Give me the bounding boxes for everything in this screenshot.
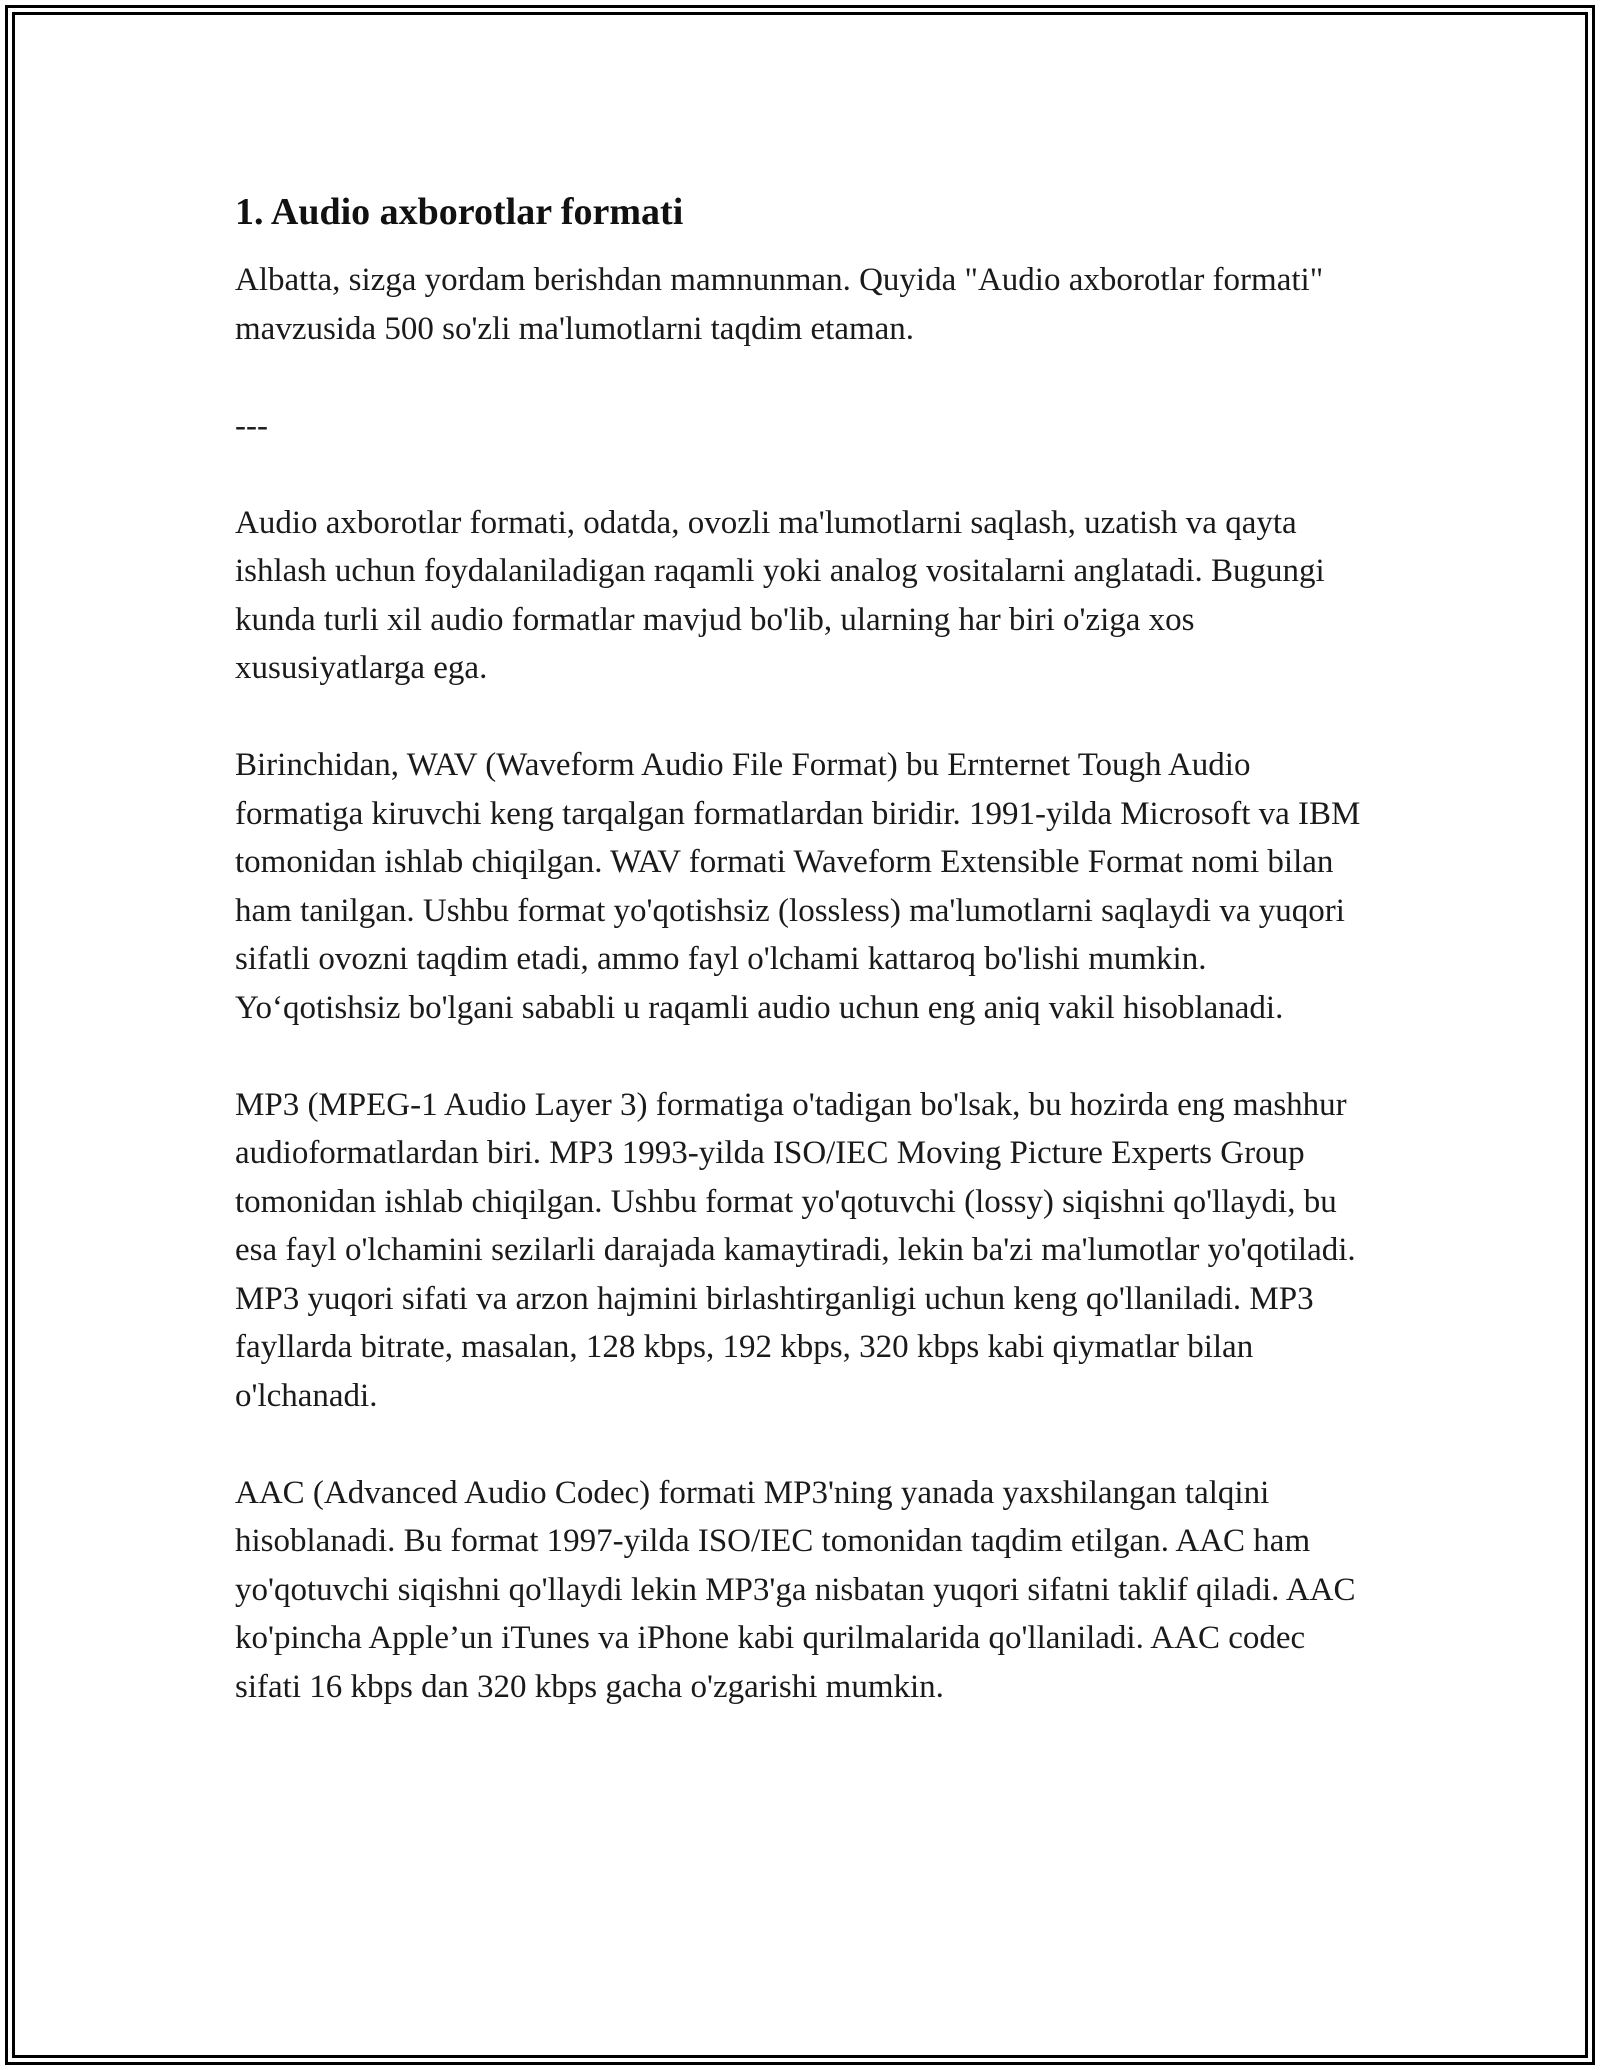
aac-paragraph: AAC (Advanced Audio Codec) formati MP3'ning yanada yaxshilangan talqini hisoblanadi. Bu format 1997-yilda ISO/IEC tomonidan taqdim etilgan. AAC ham yo'qotuvchi siqishni qo'llaydi lekin MP3'ga nisbatan yuqori sifatni taklif qiladi. AAC ko'pincha Apple’un iTunes va iPhone kabi qurilmalarida qo'llaniladi. AAC codec sifati 16 kbps dan 320 kbps gacha o'zgarishi mumkin. [235,1474,1356,1705]
mp3-paragraph: MP3 (MPEG-1 Audio Layer 3) formatiga o'tadigan bo'lsak, bu hozirda eng mashhur audioformatlardan biri. MP3 1993-yilda ISO/IEC Moving Picture Experts Group tomonidan ishlab chiqilgan. Ushbu format yo'qotuvchi (lossy) siqishni qo'llaydi, bu esa fayl o'lchamini sezilarli darajada kamaytiradi, lekin ba'zi ma'lumotlar yo'qotiladi. MP3 yuqori sifati va arzon hajmini birlashtirganligi uchun keng qo'llaniladi. MP3 fayllarda bitrate, masalan, 128 kbps, 192 kbps, 320 kbps kabi qiymatlar bilan o'lchanadi. [235,1086,1356,1414]
definition-paragraph: Audio axborotlar formati, odatda, ovozli ma'lumotlarni saqlash, uzatish va qayta ishlash uchun foydalaniladigan raqamli yoki analog vositalarni anglatadi. Bugungi kunda turli xil audio formatlar mavjud bo'lib, ularning har biri o'ziga xos xususiyatlarga ega. [235,504,1325,686]
intro-paragraph: Albatta, sizga yordam berishdan mamnunman. Quyida "Audio axborotlar formati" mavzusida 500 so'zli ma'lumotlarni taqdim etaman. [235,262,1324,347]
document-body [235,188,1365,1760]
section-heading: 1. Audio axborotlar formati [235,191,684,233]
separator-text: --- [235,407,268,444]
wav-paragraph: Birinchidan, WAV (Waveform Audio File Format) bu Ernternet Tough Audio formatiga kiruvchi keng tarqalgan formatlardan biridir. 1991-yilda Microsoft va IBM tomonidan ishlab chiqilgan. WAV formati Waveform Extensible Format nomi bilan ham tanilgan. Ushbu format yo'qotishsiz (lossless) ma'lumotlarni saqlaydi va yuqori sifatli ovozni taqdim etadi, ammo fayl o'lchami kattaroq bo'lishi mumkin. Yo‘qotishsiz bo'lgani sababli u raqamli audio uchun eng aniq vakil hisoblanadi. [235,747,1361,1026]
